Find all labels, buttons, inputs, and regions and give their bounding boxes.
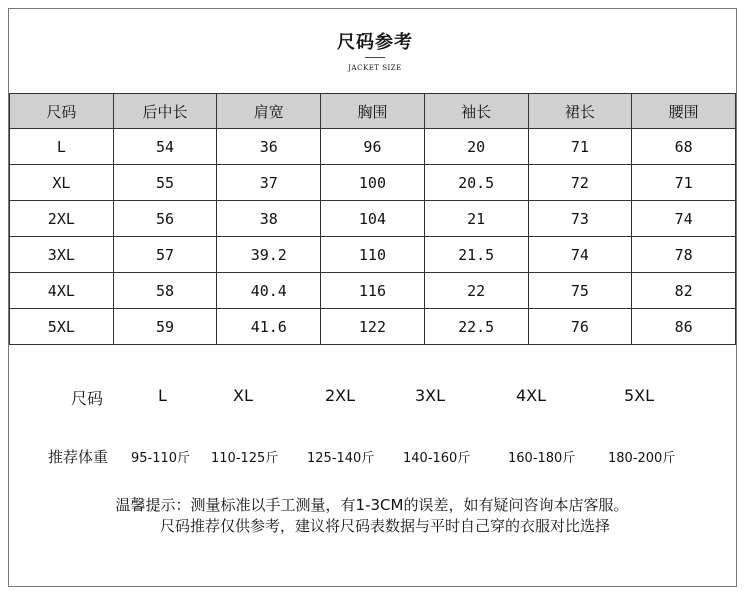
column-header: 尺码 xyxy=(10,94,114,129)
table-cell: 100 xyxy=(321,165,425,201)
table-cell: 57 xyxy=(113,237,217,273)
table-cell: 38 xyxy=(217,201,321,237)
table-cell: 72 xyxy=(528,165,632,201)
table-cell: 116 xyxy=(321,273,425,309)
column-header: 后中长 xyxy=(113,94,217,129)
table-cell: 21 xyxy=(424,201,528,237)
column-header: 胸围 xyxy=(321,94,425,129)
table-cell: 82 xyxy=(632,273,736,309)
table-cell: 71 xyxy=(528,129,632,165)
table-cell: 20 xyxy=(424,129,528,165)
table-cell: 37 xyxy=(217,165,321,201)
table-cell: 5XL xyxy=(10,309,114,345)
table-cell: 56 xyxy=(113,201,217,237)
weight-range: 110-125斤 xyxy=(211,451,279,466)
table-cell: 3XL xyxy=(10,237,114,273)
size-label: XL xyxy=(233,386,253,405)
table-cell: XL xyxy=(10,165,114,201)
column-header: 腰围 xyxy=(632,94,736,129)
size-table xyxy=(9,93,736,345)
table-row xyxy=(10,237,736,273)
table-cell: 59 xyxy=(113,309,217,345)
table-cell: 68 xyxy=(632,129,736,165)
weight-recommendation-row xyxy=(0,447,750,471)
table-cell: 74 xyxy=(528,237,632,273)
weight-range: 125-140斤 xyxy=(307,451,375,466)
weight-range: 180-200斤 xyxy=(608,451,676,466)
table-cell: 58 xyxy=(113,273,217,309)
table-cell: 2XL xyxy=(10,201,114,237)
table-cell: 110 xyxy=(321,237,425,273)
weight-range: 95-110斤 xyxy=(131,451,191,466)
column-header: 袖长 xyxy=(424,94,528,129)
table-cell: 22.5 xyxy=(424,309,528,345)
table-cell: 78 xyxy=(632,237,736,273)
table-cell: 75 xyxy=(528,273,632,309)
table-cell: 104 xyxy=(321,201,425,237)
weight-row-label: 推荐体重 xyxy=(48,448,109,466)
size-label: L xyxy=(158,386,167,405)
table-row xyxy=(10,165,736,201)
table-cell: 4XL xyxy=(10,273,114,309)
table-cell: 39.2 xyxy=(217,237,321,273)
table-cell: 71 xyxy=(632,165,736,201)
table-cell: L xyxy=(10,129,114,165)
table-cell: 96 xyxy=(321,129,425,165)
table-cell: 40.4 xyxy=(217,273,321,309)
size-row-label: 尺码 xyxy=(71,389,104,408)
table-cell: 54 xyxy=(113,129,217,165)
size-label: 4XL xyxy=(516,386,547,405)
column-header: 裙长 xyxy=(528,94,632,129)
weight-range: 160-180斤 xyxy=(508,451,576,466)
size-label: 2XL xyxy=(325,386,356,405)
table-cell: 73 xyxy=(528,201,632,237)
table-cell: 21.5 xyxy=(424,237,528,273)
page-subtitle: JACKET SIZE xyxy=(348,64,402,72)
table-row xyxy=(10,273,736,309)
table-cell: 36 xyxy=(217,129,321,165)
page-title: 尺码参考 xyxy=(337,32,413,53)
title-divider xyxy=(365,57,385,58)
table-header-row xyxy=(10,94,736,129)
table-row xyxy=(10,309,736,345)
table-row xyxy=(10,201,736,237)
table-cell: 55 xyxy=(113,165,217,201)
table-cell: 122 xyxy=(321,309,425,345)
table-cell: 41.6 xyxy=(217,309,321,345)
weight-range: 140-160斤 xyxy=(403,451,471,466)
tip-note: 温馨提示：测量标准以手工测量，有1-3CM的误差，如有疑问咨询本店客服。 xyxy=(115,496,629,514)
table-cell: 86 xyxy=(632,309,736,345)
size-label-row xyxy=(0,386,750,410)
table-cell: 20.5 xyxy=(424,165,528,201)
size-label: 3XL xyxy=(415,386,446,405)
table-cell: 22 xyxy=(424,273,528,309)
column-header: 肩宽 xyxy=(217,94,321,129)
recommendation-note: 尺码推荐仅供参考，建议将尺码表数据与平时自己穿的衣服对比选择 xyxy=(159,517,610,535)
table-row xyxy=(10,129,736,165)
table-cell: 76 xyxy=(528,309,632,345)
table-cell: 74 xyxy=(632,201,736,237)
size-label: 5XL xyxy=(624,386,655,405)
